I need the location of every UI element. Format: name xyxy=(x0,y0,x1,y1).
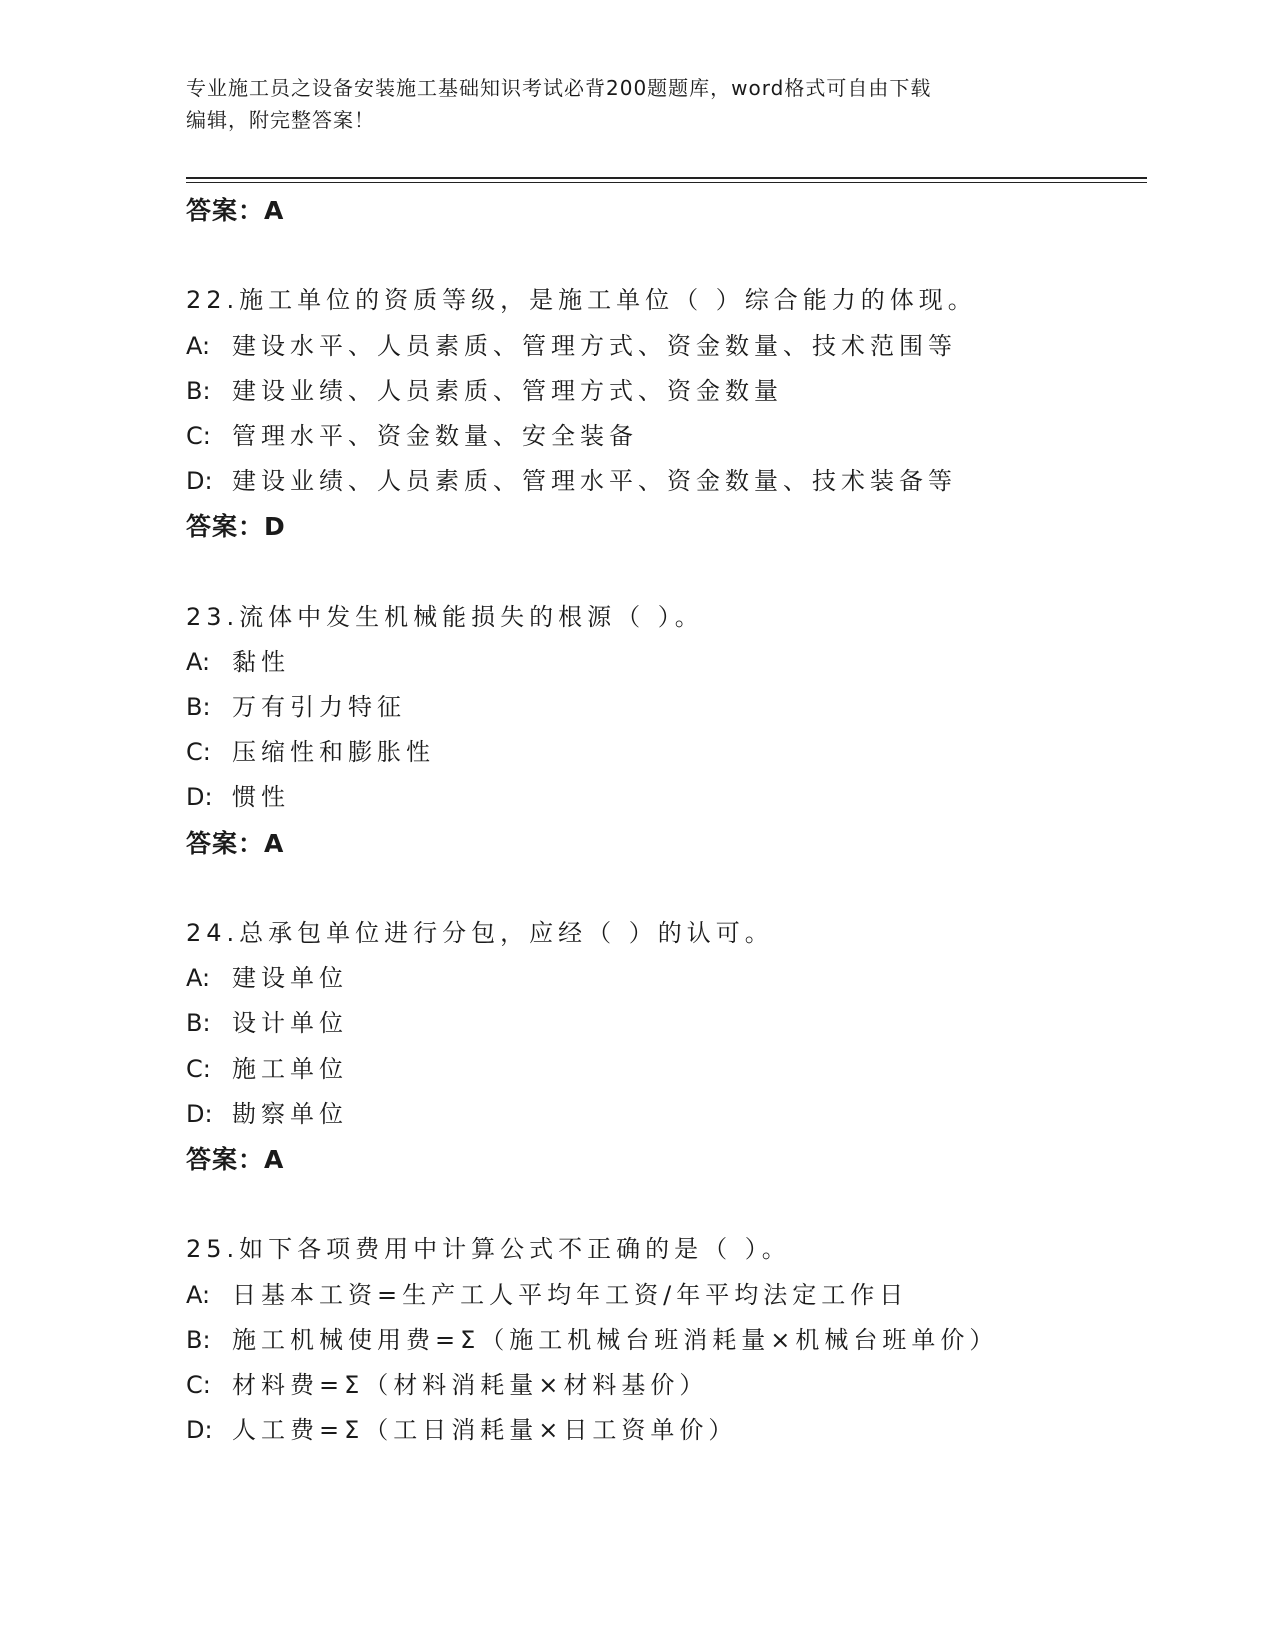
answer-line: 答案：A xyxy=(186,828,285,858)
option-b xyxy=(186,1318,1147,1363)
option-key: B: xyxy=(186,693,211,722)
option-c xyxy=(186,414,1147,459)
option-text: 建设业绩、人员素质、管理水平、资金数量、技术装备等 xyxy=(232,467,957,496)
question-stem: 25.如下各项费用中计算公式不正确的是（ ）。 xyxy=(186,1235,791,1264)
question-list xyxy=(186,188,1147,1453)
option-d xyxy=(186,775,1147,820)
option-key: B: xyxy=(186,1325,211,1354)
option-key: D: xyxy=(186,467,213,496)
option-text: 日基本工资=生产工人平均年工资/年平均法定工作日 xyxy=(232,1280,909,1309)
option-d xyxy=(186,1092,1147,1137)
option-text: 压缩性和膨胀性 xyxy=(232,738,435,767)
option-key: C: xyxy=(186,421,211,450)
option-b xyxy=(186,1001,1147,1046)
option-text: 建设业绩、人员素质、管理方式、资金数量 xyxy=(232,376,783,405)
header-divider-thin xyxy=(186,182,1147,183)
option-key: B: xyxy=(186,376,211,405)
question-block xyxy=(186,911,1147,1182)
option-key: A: xyxy=(186,331,211,360)
option-c xyxy=(186,1047,1147,1092)
option-key: A: xyxy=(186,1280,211,1309)
option-a xyxy=(186,956,1147,1001)
question-block xyxy=(186,1227,1147,1453)
question-stem: 24.总承包单位进行分包，应经（ ）的认可。 xyxy=(186,919,774,947)
option-text: 惯性 xyxy=(232,783,290,812)
option-key: C: xyxy=(186,738,211,767)
option-a xyxy=(186,640,1147,685)
option-key: A: xyxy=(186,647,211,676)
option-key: C: xyxy=(186,1370,211,1399)
option-c xyxy=(186,1363,1147,1408)
option-text: 勘察单位 xyxy=(232,1099,348,1128)
option-d xyxy=(186,1408,1147,1453)
option-text: 人工费=Σ（工日消耗量×日工资单价） xyxy=(232,1416,738,1445)
answer-line: 答案：A xyxy=(186,1144,285,1174)
question-stem: 23.流体中发生机械能损失的根源（ ）。 xyxy=(186,602,704,631)
option-key: C: xyxy=(186,1054,211,1083)
header-line-2: 编辑，附完整答案！ xyxy=(186,108,375,132)
option-text: 管理水平、资金数量、安全装备 xyxy=(232,421,638,450)
option-text: 设计单位 xyxy=(232,1009,348,1038)
option-text: 施工机械使用费=Σ（施工机械台班消耗量×机械台班单价） xyxy=(232,1325,999,1354)
header-divider-thick xyxy=(186,177,1147,179)
option-b xyxy=(186,369,1147,414)
option-key: D: xyxy=(186,783,213,812)
document-header xyxy=(186,72,1066,136)
option-c xyxy=(186,730,1147,775)
option-key: B: xyxy=(186,1009,211,1038)
option-text: 施工单位 xyxy=(232,1054,348,1083)
option-text: 材料费=Σ（材料消耗量×材料基价） xyxy=(232,1370,709,1399)
option-a xyxy=(186,1273,1147,1318)
option-text: 建设水平、人员素质、管理方式、资金数量、技术范围等 xyxy=(232,331,957,360)
question-block xyxy=(186,595,1147,866)
option-a xyxy=(186,324,1147,369)
answer-line: 答案：D xyxy=(186,512,286,542)
option-b xyxy=(186,685,1147,730)
option-text: 建设单位 xyxy=(232,964,348,993)
answer-line: 答案：A xyxy=(186,196,285,225)
header-line-1: 专业施工员之设备安装施工基础知识考试必背200题题库，word格式可自由下载 xyxy=(186,76,932,100)
option-text: 万有引力特征 xyxy=(232,693,406,722)
option-key: D: xyxy=(186,1099,213,1128)
option-key: D: xyxy=(186,1416,213,1445)
question-stem: 22.施工单位的资质等级，是施工单位（ ）综合能力的体现。 xyxy=(186,286,977,315)
option-key: A: xyxy=(186,964,211,993)
option-text: 黏性 xyxy=(232,647,290,676)
question-block xyxy=(186,278,1147,549)
option-d xyxy=(186,459,1147,504)
